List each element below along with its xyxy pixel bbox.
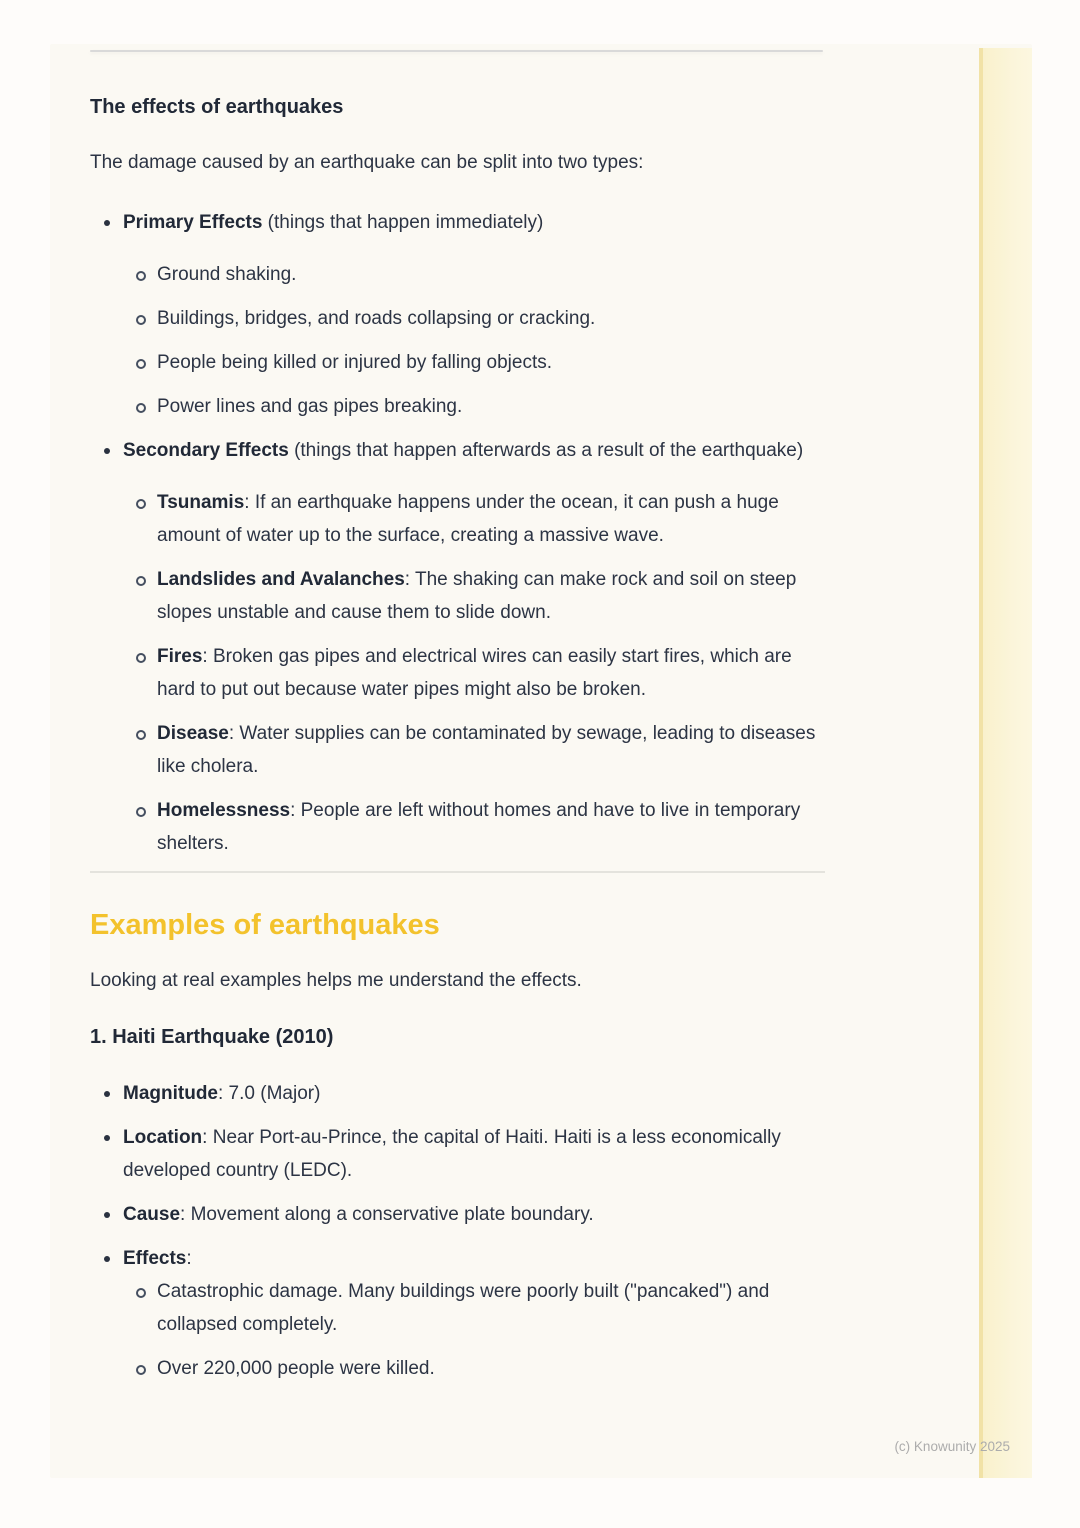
list-item: Over 220,000 people were killed. [123, 1352, 825, 1385]
list-item [123, 640, 825, 706]
term: Homelessness [157, 800, 291, 821]
term: Landslides and Avalanches [157, 569, 405, 590]
term: Effects [123, 1248, 187, 1269]
term-text: : [186, 1248, 192, 1269]
list-item [123, 794, 825, 860]
list-item-primary-effects [90, 206, 825, 423]
copyright-watermark: (c) Knowunity 2025 [894, 1439, 1010, 1454]
term: Cause [123, 1204, 181, 1225]
term: Fires [157, 646, 203, 667]
term: Disease [157, 723, 229, 744]
term: Location [123, 1127, 203, 1148]
effects-type-list [90, 206, 825, 860]
secondary-effects-sublist [123, 486, 825, 860]
list-item: Power lines and gas pipes breaking. [123, 390, 825, 423]
term-primary-description: (things that happen immediately) [262, 212, 544, 233]
haiti-facts-list [90, 1077, 825, 1385]
term-text: : If an earthquake happens under the ocean, it can push a huge amount of water up to the surface, creating a massive wave. [157, 492, 779, 546]
list-item-effects [90, 1242, 825, 1385]
term-text: : The shaking can make rock and soil on steep slopes unstable and cause them to slide down. [157, 569, 797, 623]
decorative-yellow-stripe [979, 48, 1032, 1478]
term-text: : Broken gas pipes and electrical wires can easily start fires, which are hard to put out because water pipes might also be broken. [157, 646, 792, 700]
primary-effects-sublist [123, 258, 825, 423]
list-item: People being killed or injured by falling objects. [123, 346, 825, 379]
list-item-location [90, 1121, 825, 1187]
section-heading-effects: The effects of earthquakes [90, 96, 344, 118]
list-item: Ground shaking. [123, 258, 825, 291]
term-text: : 7.0 (Major) [218, 1083, 321, 1104]
term-primary-effects: Primary Effects [123, 212, 263, 233]
list-item [123, 563, 825, 629]
haiti-effects-sublist [123, 1275, 825, 1385]
document-content [90, 44, 825, 1396]
term-secondary-description: (things that happen afterwards as a result of the earthquake) [288, 440, 804, 461]
examples-intro-paragraph: Looking at real examples helps me understand the effects. [90, 970, 582, 991]
list-item [123, 717, 825, 783]
term-text: : Water supplies can be contaminated by sewage, leading to diseases like cholera. [157, 723, 816, 777]
term-secondary-effects: Secondary Effects [123, 440, 289, 461]
term: Tsunamis [157, 492, 245, 513]
term-text: : Near Port-au-Prince, the capital of Haiti. Haiti is a less economically developed country (LEDC). [123, 1127, 781, 1181]
list-item-secondary-effects [90, 434, 825, 860]
document-page [50, 44, 1032, 1478]
list-item: Buildings, bridges, and roads collapsing or cracking. [123, 302, 825, 335]
list-item-cause [90, 1198, 825, 1231]
section-heading-examples: Examples of earthquakes [90, 909, 440, 941]
example-title-haiti: 1. Haiti Earthquake (2010) [90, 1026, 334, 1048]
list-item-magnitude [90, 1077, 825, 1110]
term: Magnitude [123, 1083, 218, 1104]
list-item: Catastrophic damage. Many buildings were poorly built ("pancaked") and collapsed completely. [123, 1275, 825, 1341]
list-item [123, 486, 825, 552]
section-divider [90, 871, 825, 873]
intro-paragraph: The damage caused by an earthquake can be split into two types: [90, 152, 644, 173]
term-text: : People are left without homes and have to live in temporary shelters. [157, 800, 801, 854]
term-text: : Movement along a conservative plate boundary. [180, 1204, 594, 1225]
